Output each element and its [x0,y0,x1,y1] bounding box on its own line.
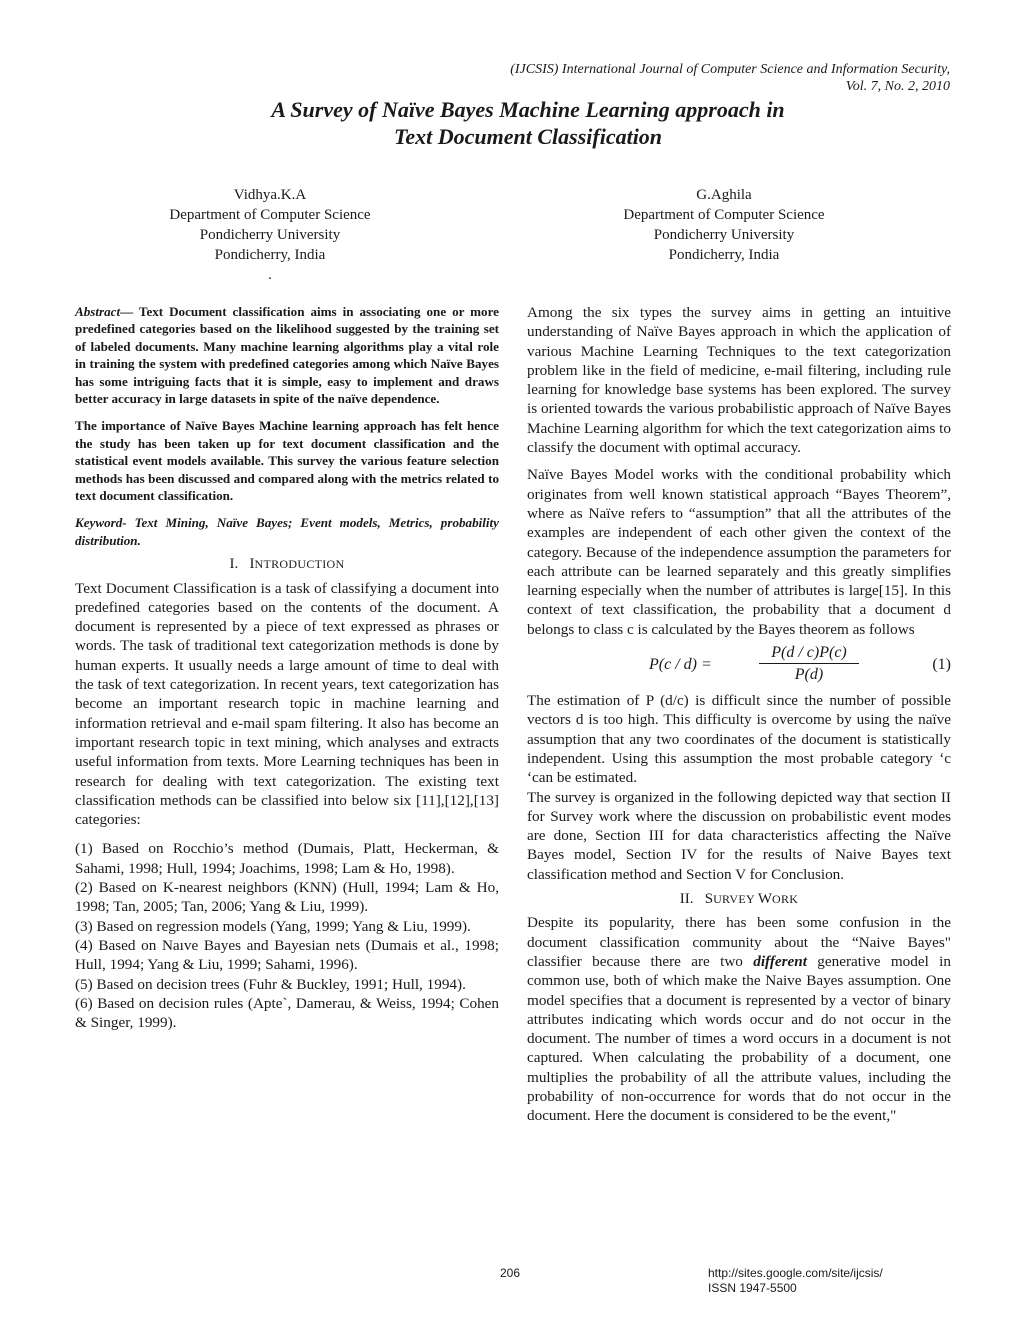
equation-number: (1) [932,656,951,674]
author-block-1 [120,185,420,285]
journal-name: (IJCSIS) International Journal of Computer Science and Information Security, [510,62,950,77]
author-name: Vidhya.K.A [233,187,307,203]
right-paragraph-3: The estimation of P (d/c) is difficult since the number of possible vectors d is too high. This difficulty is overcome by using the naïve assumption that any two coordinates of the document is statistically independent. Using this assumption the most probable category ‘c ‘can be estimated. [527,692,951,787]
keywords: Keyword- Text Mining, Naïve Bayes; Event models, Metrics, probability distribution. [75,515,499,548]
section-title-initial-2: W [757,891,772,908]
section-title-initial: S [704,891,714,908]
abstract [75,303,499,407]
category-list [75,839,499,1032]
left-column [75,303,499,1032]
paper-title [0,96,1024,150]
list-item: (6) Based on decision rules (Apte`, Damerau, & Weiss, 1994; Cohen & Singer, 1999). [75,994,499,1032]
list-item: (2) Based on K-nearest neighbors (KNN) (Hull, 1994; Lam & Ho, 1998; Tan, 2005; Tan, 2006; Yang & Liu, 1999). [75,879,499,916]
footer-info [708,1266,883,1296]
survey-text-after: generative model in common use, both of which make the Naive Bayes assumption. One model specifies that a document is represented by a vector of binary attributes indicating which words occur and do not occur in the document. The number of times a word occurs in a document is not captured. When calculating the probability of a document, one multiplies the probability of all the attribute values, including the probability of non-occurrence for words that do not occur in the document. Here the document is considered to be the event," [527,952,951,1125]
author-city: Pondicherry, India [214,247,326,263]
list-item: (5) Based on decision trees (Fuhr & Buckley, 1991; Hull, 1994). [75,975,466,993]
right-column [527,303,951,1126]
issn: ISSN 1947-5500 [708,1281,797,1295]
equation-numerator: P(d / c)P(c) [759,643,859,664]
right-paragraph-4: The survey is organized in the following depicted way that section II for Survey work where the discussion on probabilistic event modes are done, Section III for data characteristics affecting the Naïve Bayes model, Section IV for the results of Naive Bayes text classification method and Section V for Conclusion. [527,788,951,883]
abstract-label: Abstract— [75,304,134,319]
abstract-text: Text Document classification aims in associating one or more predefined categories based on the likelihood suggested by the training set of labeled documents. Many machine learning algorithms play a vital role in training the system with predefined categories among which Naïve Bayes has some intriguing facts that it is simple, easy to implement and draws better accuracy in large datasets in spite of the naïve dependence. [75,304,499,407]
title-line-1: A Survey of Naïve Bayes Machine Learning approach in [271,97,785,122]
author-city: Pondicherry, India [668,247,780,263]
journal-url: http://sites.google.com/site/ijcsis/ [708,1266,883,1280]
author-department: Department of Computer Science [169,207,371,223]
section-heading-introduction [75,555,499,574]
section-title-rest: URVEY [713,892,758,907]
author-university: Pondicherry University [199,227,341,243]
survey-text-before: Despite its popularity, there has been some confusion in the document classification community about the “Naive Bayes" classifier because there are two [527,914,951,970]
section-title-initial: I [249,556,255,573]
abstract-paragraph-2: The importance of Naïve Bayes Machine learning approach has felt hence the study has been taken up for text document classification and the statistical event models available. This survey the various feature selection methods has been discussed and compared along with the metrics related to text document classification. [75,418,499,504]
author-department: Department of Computer Science [623,207,825,223]
section-title-rest-2: ORK [772,892,799,907]
author-extra: . [268,267,272,283]
author-name: G.Aghila [696,187,752,203]
survey-paragraph [527,913,951,1125]
journal-header [510,61,950,95]
bayes-equation [527,643,951,687]
equation-fraction [759,643,859,685]
page-number: 206 [499,1266,521,1280]
section-title-rest: NTRODUCTION [254,557,345,572]
author-block-2 [574,185,874,265]
title-line-2: Text Document Classification [393,124,663,149]
list-item: (1) Based on Rocchio’s method (Dumais, Platt, Heckerman, & Sahami, 1998; Hull, 1994; Joachims, 1998; Lam & Ho, 1998). [75,840,499,877]
right-paragraph-1: Among the six types the survey aims in getting an intuitive understanding of Naïve Bayes approach in which the application of various Machine Learning Techniques to the text categorization problem like in the field of medicine, e-mail filtering, including rule learning for knowledge base systems has been explored. The survey is oriented towards the various probabilistic approach of Naïve Bayes Machine Learning algorithm for which the text categorization aims to classify the document with optimal accuracy. [527,304,951,457]
journal-volume: Vol. 7, No. 2, 2010 [845,79,950,94]
survey-text-emphasis: different [753,952,807,970]
section-number: II. [679,891,694,908]
equation-denominator: P(d) [794,666,824,684]
section-number: I. [229,556,239,573]
intro-paragraph: Text Document Classification is a task of classifying a document into predefined categories based on the contents of the document. A document is represented by a piece of text expressed as phrases or words. The task of traditional text categorization methods is done by human experts. It usually needs a large amount of time to deal with the task of text categorization. In recent years, text categorization has become an important research topic in machine learning and information retrieval and e-mail spam filtering. It also has become an important research topic in text mining, which analyses and extracts useful information from texts. More Learning techniques has been in research for dealing with text categorization. The existing text classification methods can be classified into below six [11],[12],[13] categories: [75,579,499,829]
section-heading-survey-work [527,890,951,909]
equation-lhs: P(c / d) = [649,656,712,674]
list-item: (4) Based on Naıve Bayes and Bayesian nets (Dumais et al., 1998; Hull, 1994; Yang & Liu, 1999; Sahami, 1996). [75,936,499,974]
author-university: Pondicherry University [653,227,795,243]
list-item: (3) Based on regression models (Yang, 1999; Yang & Liu, 1999). [75,917,471,935]
right-paragraph-2: Naïve Bayes Model works with the conditional probability which originates from well known statistical approach “Bayes Theorem”, where as Naïve refers to “assumption” that all the attributes of the examples are independent of each other given the context of the category. Because of the independence assumption the parameters for each attribute can be learned separately and this greatly simplifies learning especially when the number of attributes is large[15]. In this context of text classification, the probability that a document d belongs to class c is calculated by the Bayes theorem as follows [527,466,951,638]
